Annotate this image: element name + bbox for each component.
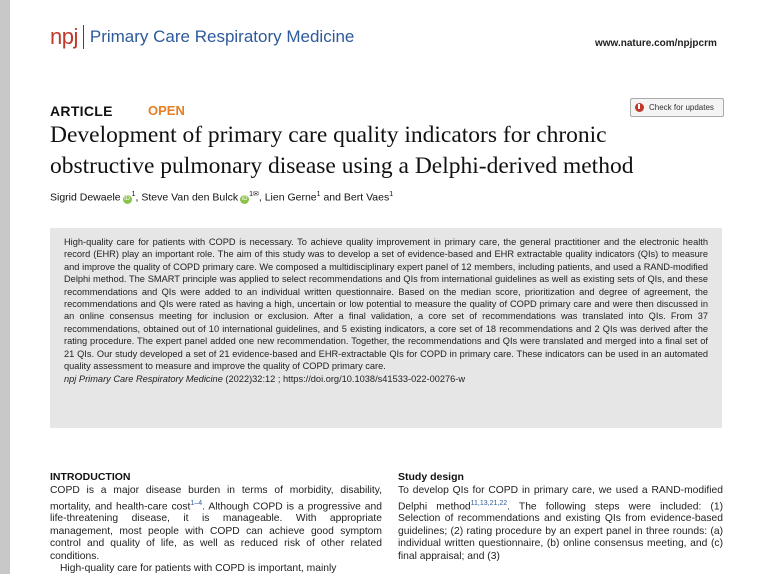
article-type-label: ARTICLE <box>50 103 113 119</box>
author-separator: , <box>135 191 142 204</box>
article-citation <box>64 374 708 384</box>
author-name[interactable]: Steve Van den Bulck <box>141 191 239 204</box>
citation-details[interactable]: (2022)32:12 ; https://doi.org/10.1038/s41533-022-00276-w <box>222 374 466 385</box>
introduction-heading: INTRODUCTION <box>50 471 131 483</box>
journal-name: Primary Care Respiratory Medicine <box>89 27 355 46</box>
author-name[interactable]: Lien Gerne <box>264 191 317 204</box>
orcid-icon[interactable]: iD <box>241 195 248 202</box>
author-separator: , <box>258 191 265 204</box>
title-line-1: Development of primary care quality indicators for chronic <box>50 122 607 148</box>
introduction-paragraph <box>50 485 382 563</box>
author-name[interactable]: Sigrid Dewaele <box>50 191 121 204</box>
crossmark-icon <box>635 103 644 112</box>
study-design-heading: Study design <box>398 471 464 483</box>
journal-logo[interactable] <box>50 24 354 50</box>
affiliation-sup: 1✉ <box>249 191 259 198</box>
author-list <box>50 190 750 204</box>
viewer-left-margin <box>0 0 10 574</box>
npj-logo-text: npj <box>50 24 78 49</box>
author-name[interactable]: Bert Vaes <box>343 191 390 204</box>
affiliation-sup: 1 <box>316 191 321 198</box>
author-separator: and <box>320 191 344 204</box>
journal-url-link[interactable]: www.nature.com/npjpcrm <box>595 38 717 49</box>
article-page <box>10 0 780 574</box>
reference-link[interactable]: 1–4 <box>190 499 203 507</box>
paragraph-text: . Although COPD is a progressive and life-threatening disease, it is manageable. With appropriate management, most people with COPD can achieve good symptom control and quality of life, as well as reduced risk of other related conditions. <box>50 500 382 562</box>
affiliation-sup: 1 <box>131 191 136 198</box>
logo-divider <box>83 25 84 49</box>
study-design-paragraph <box>398 485 723 563</box>
affiliation-sup: 1 <box>389 191 394 198</box>
introduction-column <box>50 471 382 576</box>
check-for-updates-label: Check for updates <box>649 103 714 112</box>
paragraph-text: COPD is a major disease burden in terms of morbidity, disability, mortality, and health-care cost <box>50 485 382 512</box>
study-design-column <box>398 471 723 563</box>
introduction-paragraph-2: High-quality care for patients with COPD is important, mainly <box>60 563 337 575</box>
open-access-label: OPEN <box>148 103 185 118</box>
check-for-updates-button[interactable] <box>630 98 724 117</box>
paragraph-text: . The following steps were included: (1) Selection of recommendations and existing QIs from evidence-based guidelines; (2) rating procedure by an expert panel in three rounds: (a) individual written questionnaire, (b) online consensus meeting, and (c) final appraisal; and (3) <box>398 500 723 562</box>
paragraph-text: To develop QIs for COPD in primary care, we used a RAND-modified Delphi method <box>398 485 723 512</box>
reference-link[interactable]: 11,13,21,22 <box>470 499 508 507</box>
abstract-text: High-quality care for patients with COPD is necessary. To achieve quality improvement in primary care, the general practitioner and the electronic health record (EHR) play an important role. The aim of this study was to develop a set of evidence-based and EHR extractable quality indicators (QIs) to measure and improve the quality of COPD primary care. We composed a multidisciplinary expert panel of 12 members, including patients, and used a RAND-modified Delphi method. The SMART principle was applied to select recommendations and QIs from international guidelines as well as existing sets of QIs, and these recommendations and QIs were added to an individual written questionnaire. Based on the median score, prioritization and degree of agreement, the recommendations and QIs were rated as having a high, uncertain or low potential to measure the quality of COPD primary care and were then discussed in an online consensus meeting for inclusion or exclusion. After a final validation, a core set of recommendations was translated into QIs. From 37 recommendations, obtained out of 10 international guidelines, and 5 existing indicators, a core set of 18 recommendations and 2 QIs was derived after the rating procedure. The expert panel added one new recommendation. Together, the recommendations and QIs were translated and merged into a final set of 21 QIs. Our study developed a set of 21 evidence-based and EHR-extractable QIs for COPD in primary care. These indicators can be used in an automated quality assessment to measure and improve the quality of COPD primary care. <box>64 237 708 372</box>
abstract-box <box>50 228 722 428</box>
orcid-icon[interactable]: iD <box>124 195 130 202</box>
article-title <box>50 120 750 182</box>
citation-journal: npj Primary Care Respiratory Medicine <box>64 374 223 385</box>
title-line-2: obstructive pulmonary disease using a Delphi-derived method <box>50 153 634 179</box>
